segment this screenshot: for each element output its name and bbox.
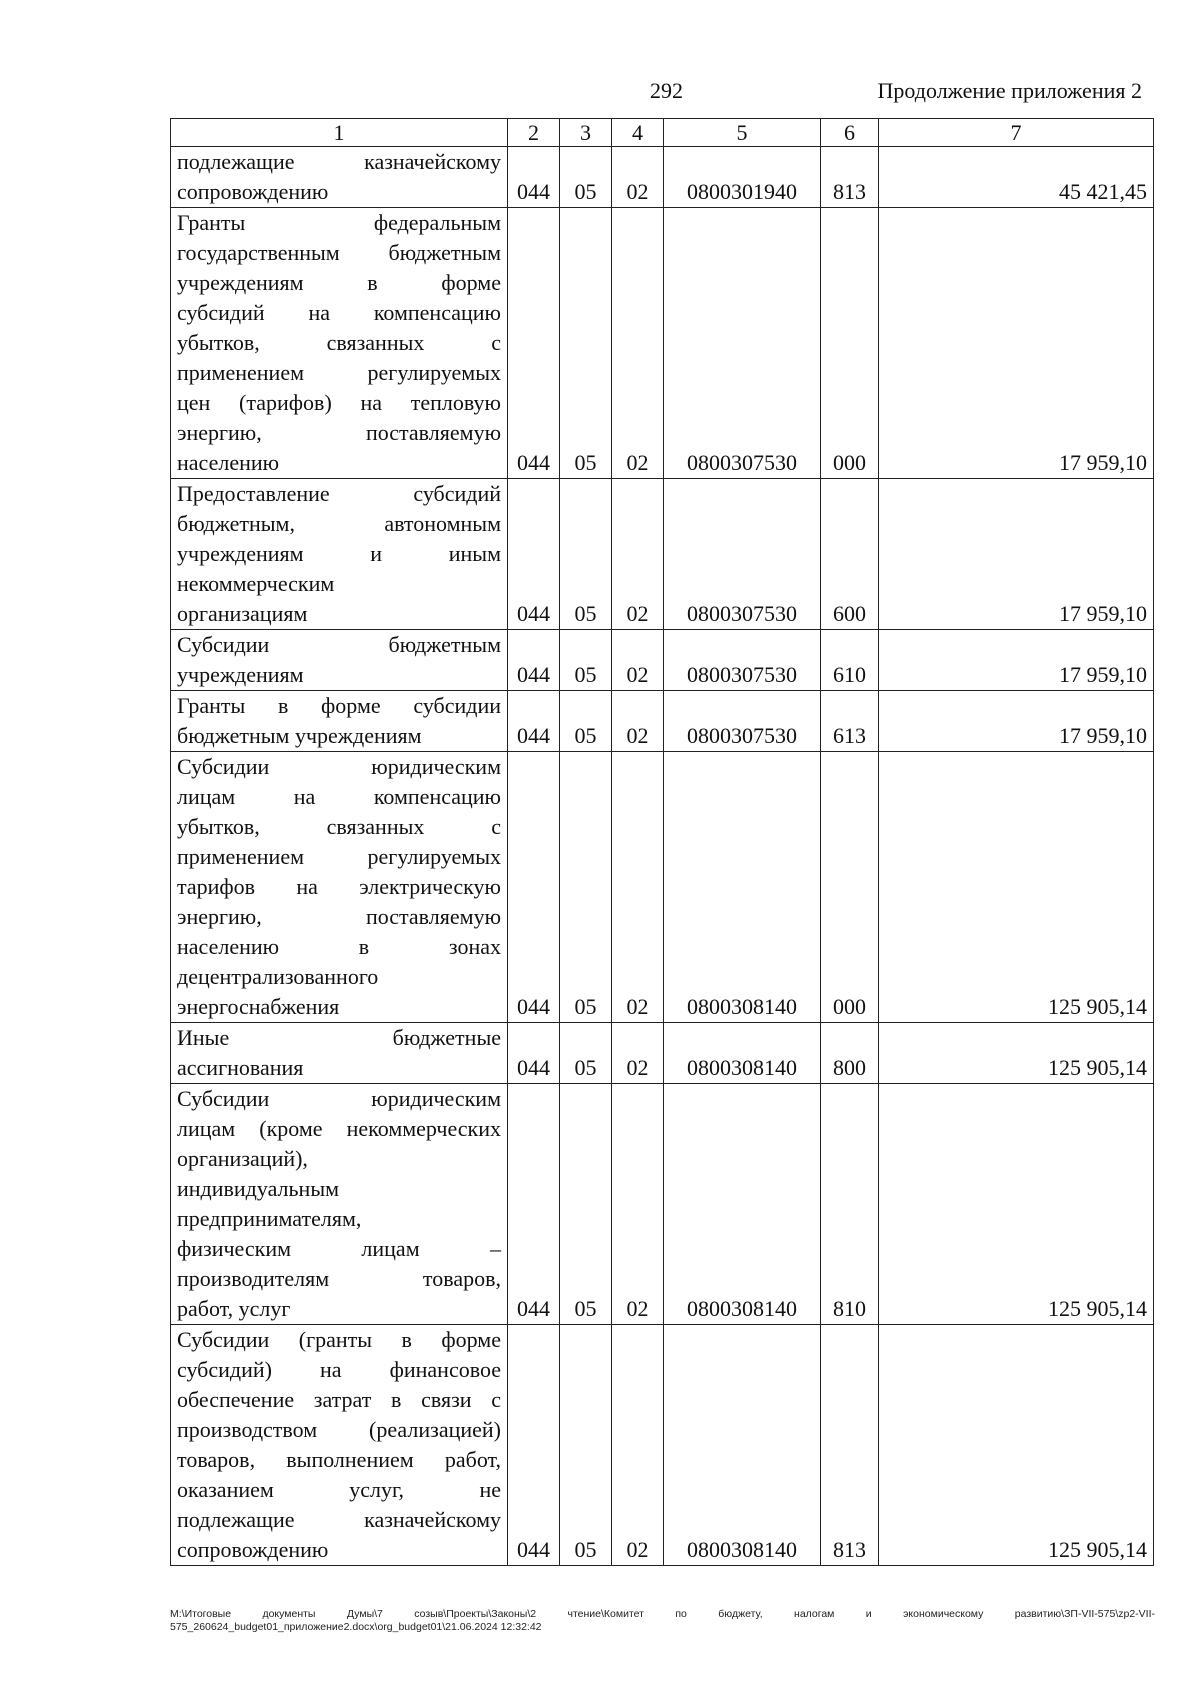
expense-type-code: 600 <box>821 479 879 630</box>
amount-value: 125 905,14 <box>879 752 1154 1023</box>
section-code: 05 <box>560 691 612 752</box>
document-path-footer: M:\Итоговые документы Думы\7 созыв\Проекты\Законы\2 чтение\Комитет по бюджету, налогам и экономическому развитию\ЗП-VII-575\zp2-VII-575_260624_budget01_приложение2.docx\org_budget01\21.06.2024 12:32:42 <box>170 1608 1155 1633</box>
column-header: 5 <box>664 119 821 147</box>
description-line: субсидий на компенсацию <box>177 300 501 325</box>
description-line: энергоснабжения <box>177 994 340 1019</box>
subsection-code: 02 <box>612 691 664 752</box>
section-code: 05 <box>560 1023 612 1084</box>
description-line: государственным бюджетным <box>177 240 501 265</box>
description-line: производством (реализацией) <box>177 1417 501 1442</box>
expense-type-code: 610 <box>821 630 879 691</box>
description-line: учреждениям и иным <box>177 541 501 566</box>
description-line: населению <box>177 450 280 475</box>
description-line: сопровождению <box>177 179 329 204</box>
section-code: 05 <box>560 147 612 208</box>
column-header: 7 <box>879 119 1154 147</box>
description-line: предпринимателям, <box>177 1206 362 1231</box>
amount-value: 125 905,14 <box>879 1084 1154 1325</box>
expense-type-code: 000 <box>821 208 879 479</box>
table-row <box>171 1023 1154 1084</box>
amount-value: 125 905,14 <box>879 1023 1154 1084</box>
description-line: убытков, связанных с <box>177 814 501 839</box>
target-article-code: 0800307530 <box>664 479 821 630</box>
description-line: некоммерческим <box>177 571 335 596</box>
subsection-code: 02 <box>612 752 664 1023</box>
subsection-code: 02 <box>612 479 664 630</box>
description-line: бюджетным, автономным <box>177 511 501 536</box>
row-description <box>171 208 508 479</box>
target-article-code: 0800307530 <box>664 208 821 479</box>
ministry-code: 044 <box>508 691 560 752</box>
description-line: Субсидии (гранты в форме <box>177 1327 501 1352</box>
description-line: Субсидии юридическим <box>177 1086 501 1111</box>
subsection-code: 02 <box>612 1084 664 1325</box>
description-line: энергию, поставляемую <box>177 904 501 929</box>
table-row <box>171 479 1154 630</box>
section-code: 05 <box>560 479 612 630</box>
subsection-code: 02 <box>612 147 664 208</box>
ministry-code: 044 <box>508 630 560 691</box>
description-line: организаций), <box>177 1146 308 1171</box>
description-line: учреждениям <box>177 662 304 687</box>
row-description <box>171 479 508 630</box>
amount-value: 17 959,10 <box>879 208 1154 479</box>
section-code: 05 <box>560 630 612 691</box>
target-article-code: 0800308140 <box>664 1023 821 1084</box>
description-line: цен (тарифов) на тепловую <box>177 390 501 415</box>
page-number: 292 <box>650 78 683 103</box>
ministry-code: 044 <box>508 208 560 479</box>
description-line: населению в зонах <box>177 934 501 959</box>
subsection-code: 02 <box>612 1325 664 1566</box>
table-row <box>171 691 1154 752</box>
continuation-title: Продолжение приложения 2 <box>877 78 1142 103</box>
expense-type-code: 813 <box>821 1325 879 1566</box>
row-description <box>171 752 508 1023</box>
column-header: 1 <box>171 119 508 147</box>
description-line: применением регулируемых <box>177 360 501 385</box>
description-line: обеспечение затрат в связи с <box>177 1387 501 1412</box>
target-article-code: 0800307530 <box>664 691 821 752</box>
expense-type-code: 000 <box>821 752 879 1023</box>
description-line: Гранты федеральным <box>177 210 501 235</box>
table-row <box>171 752 1154 1023</box>
description-line: тарифов на электрическую <box>177 874 501 899</box>
description-line: децентрализованного <box>177 964 379 989</box>
row-description <box>171 1023 508 1084</box>
row-description <box>171 1084 508 1325</box>
row-description <box>171 691 508 752</box>
table-row <box>171 208 1154 479</box>
column-header: 3 <box>560 119 612 147</box>
description-line: лицам на компенсацию <box>177 784 501 809</box>
table-row <box>171 1325 1154 1566</box>
description-line: Иные бюджетные <box>177 1025 501 1050</box>
description-line: физическим лицам – <box>177 1236 501 1261</box>
description-line: Субсидии бюджетным <box>177 632 501 657</box>
column-header-row <box>171 119 1154 147</box>
description-line: подлежащие казначейскому <box>177 1507 501 1532</box>
amount-value: 125 905,14 <box>879 1325 1154 1566</box>
ministry-code: 044 <box>508 1084 560 1325</box>
amount-value: 17 959,10 <box>879 479 1154 630</box>
section-code: 05 <box>560 208 612 479</box>
description-line: индивидуальным <box>177 1176 340 1201</box>
ministry-code: 044 <box>508 752 560 1023</box>
description-line: организациям <box>177 601 308 626</box>
ministry-code: 044 <box>508 1023 560 1084</box>
column-header: 2 <box>508 119 560 147</box>
amount-value: 17 959,10 <box>879 630 1154 691</box>
target-article-code: 0800307530 <box>664 630 821 691</box>
description-line: производителям товаров, <box>177 1266 501 1291</box>
expense-type-code: 613 <box>821 691 879 752</box>
section-code: 05 <box>560 1084 612 1325</box>
description-line: Предоставление субсидий <box>177 481 501 506</box>
row-description <box>171 1325 508 1566</box>
table-row <box>171 630 1154 691</box>
ministry-code: 044 <box>508 1325 560 1566</box>
description-line: товаров, выполнением работ, <box>177 1447 501 1472</box>
description-line: сопровождению <box>177 1537 329 1562</box>
description-line: учреждениям в форме <box>177 270 501 295</box>
subsection-code: 02 <box>612 630 664 691</box>
column-header: 6 <box>821 119 879 147</box>
expense-type-code: 810 <box>821 1084 879 1325</box>
description-line: ассигнования <box>177 1055 304 1080</box>
description-line: лицам (кроме некоммерческих <box>177 1116 501 1141</box>
description-line: работ, услуг <box>177 1296 291 1321</box>
row-description <box>171 630 508 691</box>
subsection-code: 02 <box>612 1023 664 1084</box>
description-line: энергию, поставляемую <box>177 420 501 445</box>
target-article-code: 0800308140 <box>664 1084 821 1325</box>
description-line: применением регулируемых <box>177 844 501 869</box>
description-line: бюджетным учреждениям <box>177 723 422 748</box>
budget-table <box>170 118 1154 1566</box>
section-code: 05 <box>560 752 612 1023</box>
table-row <box>171 147 1154 208</box>
description-line: субсидий) на финансовое <box>177 1357 501 1382</box>
expense-type-code: 813 <box>821 147 879 208</box>
amount-value: 17 959,10 <box>879 691 1154 752</box>
target-article-code: 0800308140 <box>664 1325 821 1566</box>
target-article-code: 0800308140 <box>664 752 821 1023</box>
description-line: Субсидии юридическим <box>177 754 501 779</box>
description-line: подлежащие казначейскому <box>177 149 501 174</box>
ministry-code: 044 <box>508 479 560 630</box>
target-article-code: 0800301940 <box>664 147 821 208</box>
row-description <box>171 147 508 208</box>
table-row <box>171 1084 1154 1325</box>
column-header: 4 <box>612 119 664 147</box>
subsection-code: 02 <box>612 208 664 479</box>
description-line: Гранты в форме субсидии <box>177 693 501 718</box>
section-code: 05 <box>560 1325 612 1566</box>
description-line: оказанием услуг, не <box>177 1477 501 1502</box>
expense-type-code: 800 <box>821 1023 879 1084</box>
amount-value: 45 421,45 <box>879 147 1154 208</box>
description-line: убытков, связанных с <box>177 330 501 355</box>
ministry-code: 044 <box>508 147 560 208</box>
